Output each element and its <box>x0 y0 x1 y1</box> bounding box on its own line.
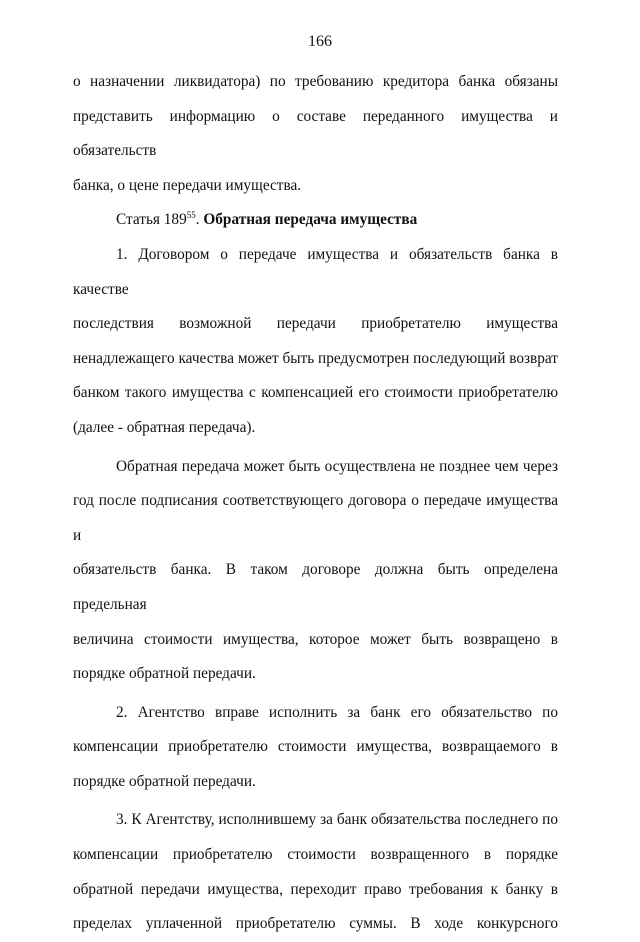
article-heading <box>73 203 558 238</box>
text-line: представить информацию о составе переданного имущества и обязательств <box>73 107 558 160</box>
text-line: о назначении ликвидатора) по требованию кредитора банка обязаны <box>73 73 558 90</box>
article-separator: . <box>195 211 200 229</box>
text-line: порядке обратной передачи. <box>73 772 256 790</box>
text-line: банка, о цене передачи имущества. <box>73 176 302 194</box>
text-line: 1. Договором о передаче имущества и обязательств банка в качестве <box>73 245 558 298</box>
article-number: Статья 189 <box>116 211 187 229</box>
text-line: обратной передачи имущества, переходит право требования к банку в <box>73 880 558 898</box>
page-number: 166 <box>308 33 332 50</box>
text-line: порядке обратной передачи. <box>73 665 256 683</box>
text-line: компенсации приобретателю стоимости возвращенного в порядке <box>73 846 558 864</box>
text-line: банком такого имущества с компенсацией его стоимости приобретателю <box>73 384 558 402</box>
text-line: год после подписания соответствующего договора о передаче имущества и <box>73 492 558 544</box>
text-line: 3. К Агентству, исполнившему за банк обязательства последнего по <box>116 811 558 829</box>
article-title: Обратная передача имущества <box>203 211 418 229</box>
text-line: последствия возможной передачи приобретателю имущества <box>73 315 558 333</box>
text-line: компенсации приобретателю стоимости имущества, возвращаемого в <box>73 738 558 756</box>
text-line: (далее - обратная передача). <box>73 418 256 436</box>
text-line: обязательств банка. В таком договоре должна быть определена предельная <box>73 561 558 613</box>
text-line: 2. Агентство вправе исполнить за банк его обязательство по <box>116 703 558 721</box>
text-line: ненадлежащего качества может быть предусмотрен последующий возврат <box>73 349 558 367</box>
text-line: пределах уплаченной приобретателю суммы. В ходе конкурсного <box>73 915 558 933</box>
text-line: величина стоимости имущества, которое может быть возвращено в <box>73 630 558 648</box>
document-body <box>73 65 558 942</box>
text-line: Обратная передача может быть осуществлена не позднее чем через <box>116 457 558 475</box>
article-superscript: 55 <box>186 210 196 221</box>
